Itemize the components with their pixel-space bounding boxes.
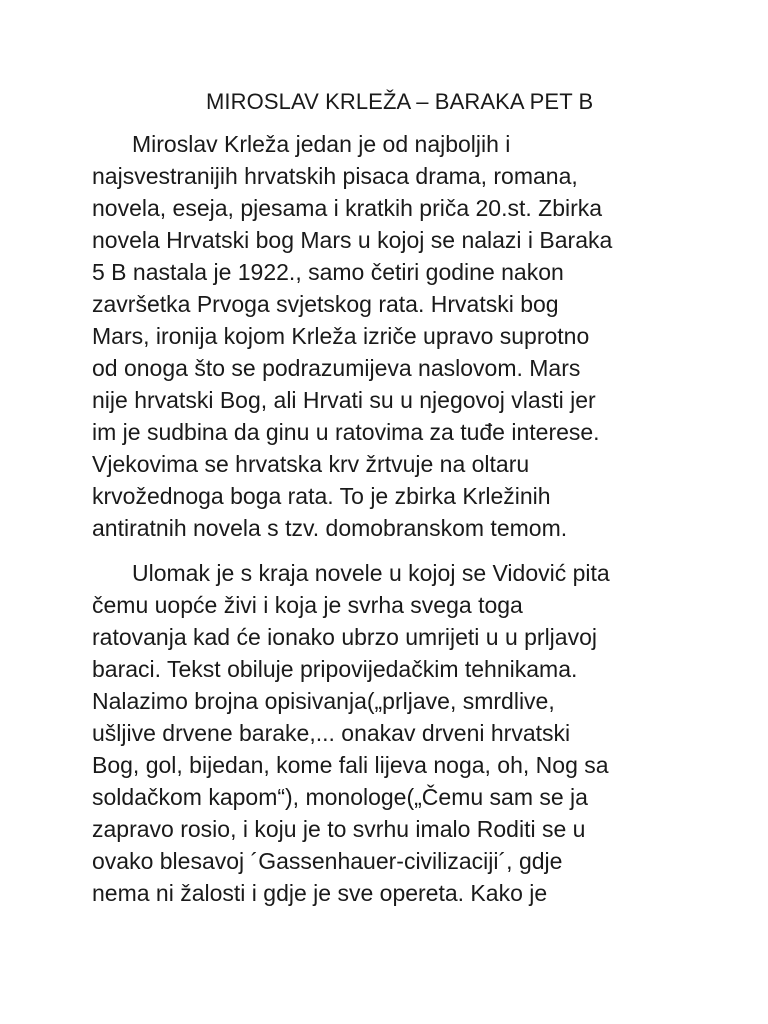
text-line: baraci. Tekst obiluje pripovijedačkim tehnikama.	[92, 656, 578, 682]
text-line: Ulomak je s kraja novele u kojoj se Vidović pita	[132, 560, 610, 586]
text-line: Vjekovima se hrvatska krv žrtvuje na oltaru	[92, 451, 530, 477]
text-line: čemu uopće živi i koja je svrha svega toga	[92, 592, 523, 618]
text-line: krvožednoga boga rata. To je zbirka Krležinih	[92, 483, 551, 509]
text-line: završetka Prvoga svjetskog rata. Hrvatski bog	[92, 291, 559, 317]
document-title: MIROSLAV KRLEŽA – BARAKA PET B	[206, 89, 594, 114]
text-line: ovako blesavoj ´Gassenhauer-civilizaciji´, gdje	[92, 848, 563, 874]
text-line: najsvestranijih hrvatskih pisaca drama, romana,	[92, 163, 578, 189]
text-line: Bog, gol, bijedan, kome fali lijeva noga, oh, Nog sa	[92, 752, 609, 778]
text-line: Nalazimo brojna opisivanja(„prljave, smrdlive,	[92, 688, 555, 714]
text-line: 5 B nastala je 1922., samo četiri godine nakon	[92, 259, 564, 285]
text-line: od onoga što se podrazumijeva naslovom. Mars	[92, 355, 581, 381]
text-line: im je sudbina da ginu u ratovima za tuđe interese.	[92, 419, 600, 445]
text-line: novela, eseja, pjesama i kratkih priča 20.st. Zbirka	[92, 195, 603, 221]
text-line: soldačkom kapom“), monologe(„Čemu sam se ja	[92, 784, 588, 810]
text-line: nije hrvatski Bog, ali Hrvati su u njegovoj vlasti jer	[92, 387, 596, 413]
paragraph-1	[92, 128, 717, 544]
paragraph-2	[92, 557, 717, 909]
text-line: Miroslav Krleža jedan je od najboljih i	[132, 131, 511, 157]
text-line: nema ni žalosti i gdje je sve opereta. Kako je	[92, 880, 548, 906]
text-line: ratovanja kad će ionako ubrzo umrijeti u u prljavoj	[92, 624, 597, 650]
text-line: novela Hrvatski bog Mars u kojoj se nalazi i Baraka	[92, 227, 613, 253]
text-line: Mars, ironija kojom Krleža izriče upravo suprotno	[92, 323, 590, 349]
document-page	[92, 86, 717, 909]
text-line: zapravo rosio, i koju je to svrhu imalo Roditi se u	[92, 816, 586, 842]
text-line: antiratnih novela s tzv. domobranskom temom.	[92, 515, 568, 541]
text-line: ušljive drvene barake,... onakav drveni hrvatski	[92, 720, 571, 746]
